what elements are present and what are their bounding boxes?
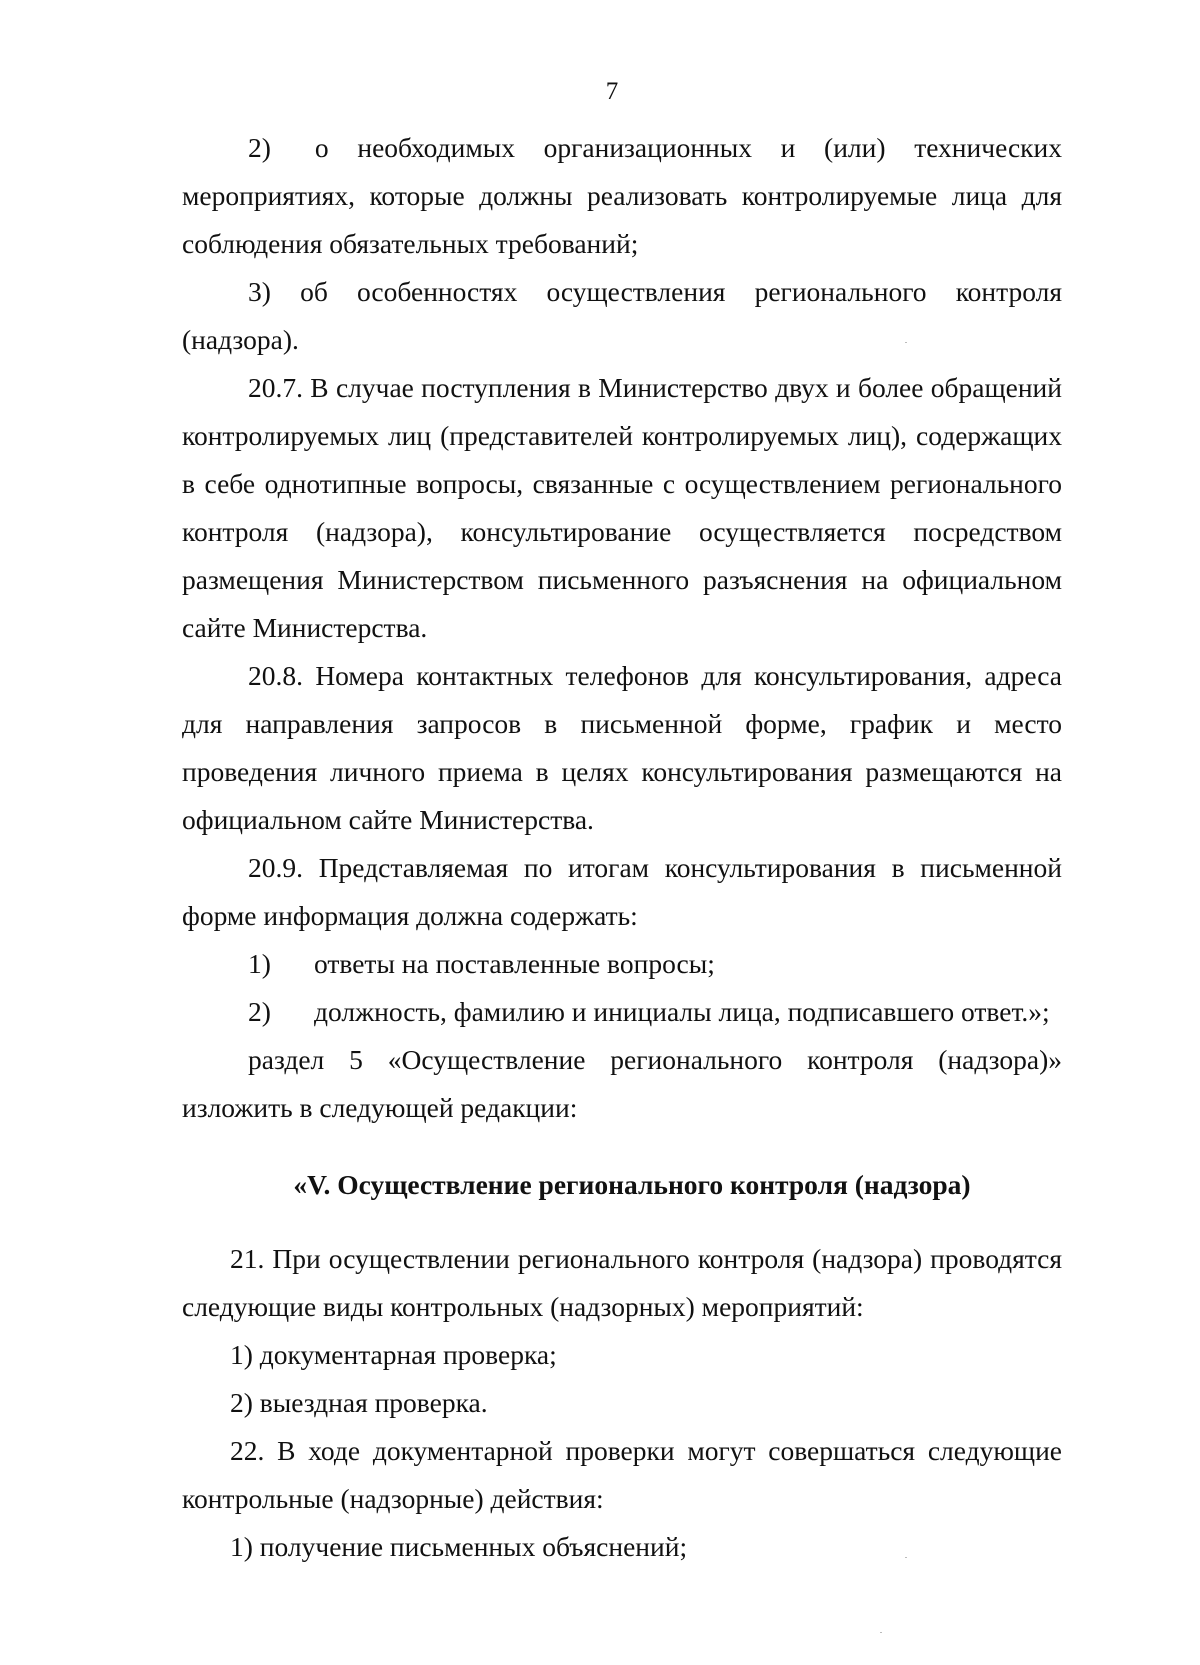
list-number: 1): [248, 948, 271, 979]
list-text: должность, фамилию и инициалы лица, подписавшего ответ.»;: [314, 996, 1050, 1027]
paragraph-20-7: 20.7. В случае поступления в Министерство двух и более обращений контролируемых лиц (представителей контролируемых лиц), содержащих в себе однотипные вопросы, связанные с осуществлением регионального контроля (надзора), консультирование осуществляется посредством размещения Министерством письменного разъяснения на официальном сайте Министерства.: [182, 372, 1062, 643]
paragraph-21-item-1: 1) документарная проверка;: [230, 1339, 557, 1370]
paragraph-22: 22. В ходе документарной проверки могут совершаться следующие контрольные (надзорные) действия:: [182, 1435, 1062, 1514]
list-item-2: [182, 988, 1062, 1036]
paragraph-21: 21. При осуществлении регионального контроля (надзора) проводятся следующие виды контрольных (надзорных) мероприятий:: [182, 1243, 1062, 1322]
scan-speck: [905, 1557, 907, 1558]
page-number: 7: [605, 78, 619, 105]
scan-speck: [880, 1632, 882, 1633]
paragraph-21-item-2: 2) выездная проверка.: [230, 1387, 488, 1418]
item-number: 2): [248, 132, 271, 163]
item-text-start: о необходимых организационных и (или) технических: [314, 132, 1062, 163]
paragraph-item-3: 3) об особенностях осуществления регионального контроля (надзора).: [182, 276, 1062, 355]
list-text: ответы на поставленные вопросы;: [314, 948, 715, 979]
paragraph-section-5: раздел 5 «Осуществление регионального контроля (надзора)» изложить в следующей редакции:: [182, 1044, 1062, 1123]
paragraph-20-8: 20.8. Номера контактных телефонов для консультирования, адреса для направления запросов в письменной форме, график и место проведения личного приема в целях консультирования размещаются на официальном сайте Министерства.: [182, 660, 1062, 835]
paragraph-item-2-first-line: [182, 124, 1062, 172]
paragraph-22-item-1: 1) получение письменных объяснений;: [230, 1531, 688, 1562]
list-item-1: [182, 940, 1062, 988]
paragraph-item-2-continuation: мероприятиях, которые должны реализовать контролируемые лица для соблюдения обязательных требований;: [182, 180, 1062, 259]
list-number: 2): [248, 996, 271, 1027]
section-heading: «V. Осуществление регионального контроля (надзора): [293, 1169, 971, 1200]
scan-speck: [905, 342, 907, 343]
document-body: [182, 124, 1062, 1571]
paragraph-20-9: 20.9. Представляемая по итогам консультирования в письменной форме информация должна содержать:: [182, 852, 1062, 931]
